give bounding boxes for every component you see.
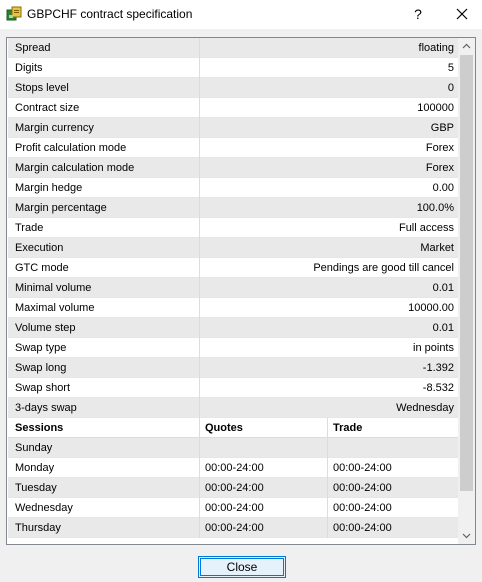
spec-label: 3-days swap — [15, 402, 77, 414]
spec-row — [8, 338, 460, 358]
session-row — [8, 518, 460, 538]
title-bar — [0, 0, 482, 29]
column-divider — [199, 518, 200, 538]
spec-value: -8.532 — [422, 382, 454, 394]
spec-value: Forex — [425, 142, 454, 154]
close-button[interactable] — [198, 556, 286, 578]
column-divider — [199, 478, 200, 498]
column-divider — [199, 458, 200, 478]
column-divider — [199, 398, 200, 418]
scroll-up-arrow-icon[interactable] — [458, 38, 475, 55]
column-divider — [199, 438, 200, 458]
session-day: Thursday — [15, 522, 61, 534]
column-divider — [199, 198, 200, 218]
spec-label: Maximal volume — [15, 302, 95, 314]
column-divider — [327, 458, 328, 478]
spec-row — [8, 318, 460, 338]
spec-row — [8, 98, 460, 118]
spec-row — [8, 378, 460, 398]
spec-value: 100.0% — [416, 202, 454, 214]
spec-value: 0.01 — [432, 282, 454, 294]
sessions-column-header: Sessions — [15, 422, 64, 434]
column-divider — [199, 418, 200, 438]
spec-label: Margin hedge — [15, 182, 83, 194]
column-divider — [199, 258, 200, 278]
spec-value: 0.01 — [432, 322, 454, 334]
session-row — [8, 498, 460, 518]
column-divider — [327, 418, 328, 438]
spec-label: GTC mode — [15, 262, 69, 274]
window-title: GBPCHF contract specification — [27, 7, 193, 21]
spec-row — [8, 178, 460, 198]
scroll-thumb[interactable] — [460, 55, 473, 491]
spec-row — [8, 158, 460, 178]
scroll-down-arrow-icon[interactable] — [458, 527, 475, 544]
column-divider — [199, 278, 200, 298]
help-button[interactable]: ? — [414, 6, 422, 22]
spec-value: Full access — [398, 222, 454, 234]
column-divider — [199, 78, 200, 98]
spec-label: Margin currency — [15, 122, 94, 134]
column-divider — [199, 118, 200, 138]
spec-label: Swap short — [15, 382, 71, 394]
sessions-header-row — [8, 418, 460, 438]
spec-label: Execution — [15, 242, 64, 254]
spec-label: Margin calculation mode — [15, 162, 135, 174]
spec-row — [8, 218, 460, 238]
column-divider — [327, 478, 328, 498]
spec-value: in points — [413, 342, 454, 354]
spec-row — [8, 258, 460, 278]
spec-label: Spread — [15, 42, 51, 54]
spec-value: 5 — [447, 62, 454, 74]
spec-row — [8, 38, 460, 58]
close-icon[interactable] — [448, 2, 476, 26]
session-row — [8, 478, 460, 498]
spec-value: Wednesday — [396, 402, 454, 414]
close-button-label: Close — [226, 560, 258, 574]
column-divider — [327, 438, 328, 458]
session-day: Monday — [15, 462, 55, 474]
spec-value: 10000.00 — [408, 302, 454, 314]
session-quotes: 00:00-24:00 — [205, 502, 264, 514]
column-divider — [199, 298, 200, 318]
column-divider — [327, 498, 328, 518]
spec-value: floating — [418, 42, 454, 54]
spec-row — [8, 238, 460, 258]
spec-label: Profit calculation mode — [15, 142, 127, 154]
session-day: Wednesday — [15, 502, 73, 514]
spec-row — [8, 118, 460, 138]
column-divider — [199, 98, 200, 118]
column-divider — [199, 498, 200, 518]
spec-value: Market — [420, 242, 454, 254]
column-divider — [199, 218, 200, 238]
spec-row — [8, 278, 460, 298]
spec-label: Stops level — [15, 82, 69, 94]
column-divider — [199, 58, 200, 78]
specification-panel — [6, 37, 476, 545]
session-trade: 00:00-24:00 — [333, 502, 392, 514]
column-divider — [199, 138, 200, 158]
vertical-scrollbar[interactable] — [458, 38, 475, 544]
spec-label: Digits — [15, 62, 43, 74]
column-divider — [199, 178, 200, 198]
spec-value: 100000 — [417, 102, 454, 114]
session-quotes: 00:00-24:00 — [205, 462, 264, 474]
spec-row — [8, 398, 460, 418]
column-divider — [327, 518, 328, 538]
spec-row — [8, 358, 460, 378]
session-trade: 00:00-24:00 — [333, 482, 392, 494]
spec-label: Swap long — [15, 362, 67, 374]
spec-label: Contract size — [15, 102, 80, 114]
column-divider — [199, 318, 200, 338]
spec-value: Forex — [425, 162, 454, 174]
column-divider — [199, 358, 200, 378]
column-divider — [199, 38, 200, 58]
spec-label: Trade — [15, 222, 44, 234]
spec-label: Volume step — [15, 322, 76, 334]
column-divider — [199, 338, 200, 358]
column-divider — [199, 378, 200, 398]
spec-row — [8, 198, 460, 218]
session-row — [8, 438, 460, 458]
sessions-column-header: Quotes — [205, 422, 243, 434]
spec-row — [8, 138, 460, 158]
spec-label: Swap type — [15, 342, 67, 354]
contract-app-icon — [6, 6, 22, 22]
session-row — [8, 458, 460, 478]
spec-value: Pendings are good till cancel — [313, 262, 454, 274]
session-trade: 00:00-24:00 — [333, 522, 392, 534]
spec-row — [8, 78, 460, 98]
spec-value: GBP — [430, 122, 454, 134]
sessions-column-header: Trade — [333, 422, 363, 434]
session-trade: 00:00-24:00 — [333, 462, 392, 474]
spec-value: 0 — [447, 82, 454, 94]
column-divider — [199, 238, 200, 258]
spec-row — [8, 298, 460, 318]
session-quotes: 00:00-24:00 — [205, 522, 264, 534]
session-quotes: 00:00-24:00 — [205, 482, 264, 494]
spec-label: Margin percentage — [15, 202, 107, 214]
spec-label: Minimal volume — [15, 282, 92, 294]
session-day: Sunday — [15, 442, 53, 454]
column-divider — [199, 158, 200, 178]
spec-row — [8, 58, 460, 78]
spec-value: 0.00 — [432, 182, 454, 194]
spec-value: -1.392 — [422, 362, 454, 374]
session-day: Tuesday — [15, 482, 57, 494]
